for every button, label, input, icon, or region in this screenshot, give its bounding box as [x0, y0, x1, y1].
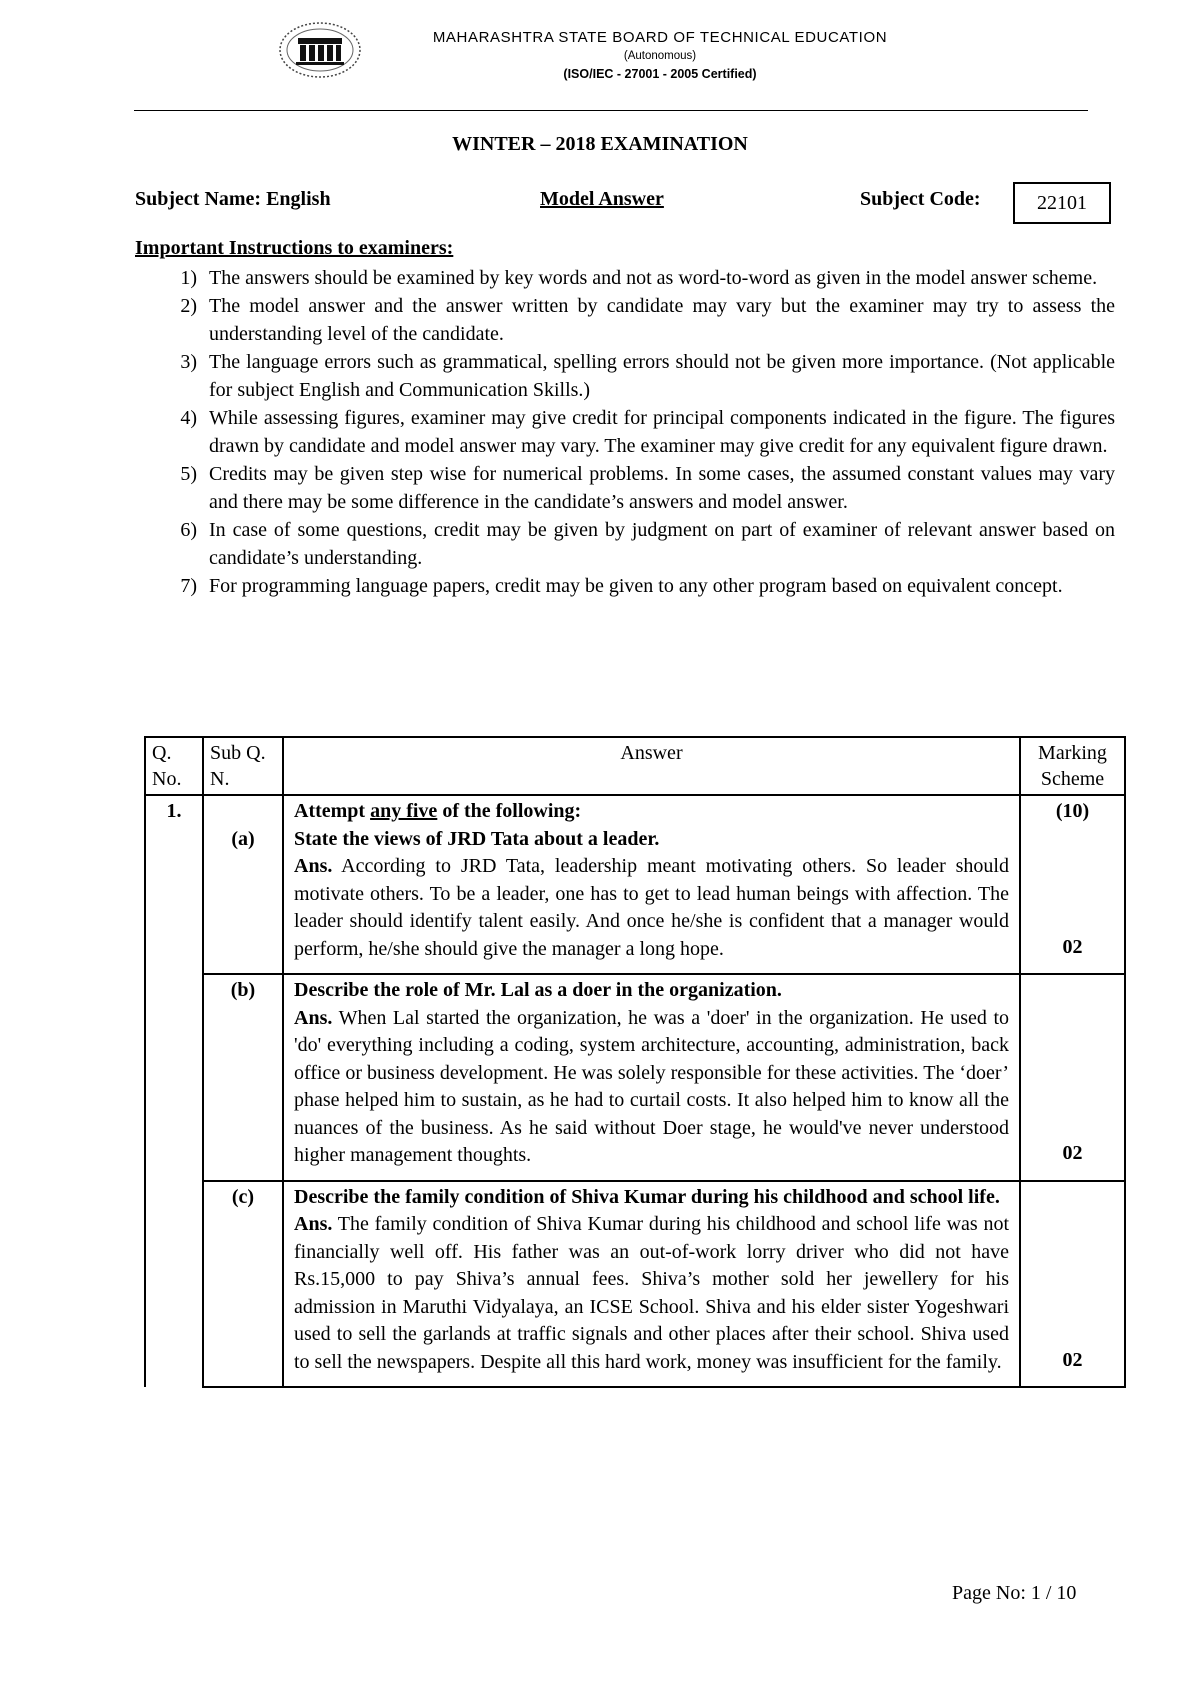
instruction-number: 4) [180, 407, 197, 429]
header-answer: Answer [283, 737, 1020, 795]
instruction-number: 2) [180, 295, 197, 317]
header-marking-scheme: Marking Scheme [1020, 737, 1125, 795]
answer-cell [283, 795, 1020, 974]
instruction-post: of the following: [437, 800, 582, 822]
question-text: Describe the family condition of Shiva Kumar during his childhood and school life. [294, 1185, 1000, 1208]
answer-body: According to JRD Tata, leadership meant motivating others. So leader should motivate others. To be a leader, one has to get to lead human beings with affection. The leader should identify talent easily. And once he/she is confident that a manager would perform, he/she should give the manager a long hope. [294, 855, 1009, 960]
subject-code-label: Subject Code: [860, 188, 981, 210]
marks-value: 02 [1062, 935, 1083, 958]
answer-cell [283, 1181, 1020, 1388]
instruction-item [135, 516, 1115, 572]
ans-label: Ans. [294, 855, 333, 877]
sub-question-label: (a) [231, 827, 255, 850]
certification-label: (ISO/IEC - 27001 - 2005 Certified) [563, 67, 757, 81]
answer-body: The family condition of Shiva Kumar during his childhood and school life was not financially well off. His father was an out-of-work lorry driver who did not have Rs.15,000 to pay Shiva’s annual fees. Shiva’s mother sold her jewellery for his admission in Maruthi Vidyalaya, an ICSE School. Shiva and his elder sister Yogeshwari used to sell the garlands at traffic signals and other places after their school. Shiva used to sell the newspapers. Despite all this hard work, money was insufficient for the family. [294, 1213, 1009, 1373]
subject-name: Subject Name: English [135, 188, 331, 210]
marks-cell [1020, 974, 1125, 1181]
ans-label: Ans. [294, 1213, 333, 1235]
board-name: MAHARASHTRA STATE BOARD OF TECHNICAL EDUCATION [432, 29, 888, 46]
msbte-logo [278, 20, 362, 80]
instruction-text: The language errors such as grammatical, spelling errors should not be given more importance. (Not applicable for subject English and Communication Skills.) [209, 351, 1115, 401]
instruction-item [135, 404, 1115, 460]
sub-question-cell [203, 974, 283, 1181]
instruction-text: For programming language papers, credit may be given to any other program based on equivalent concept. [209, 575, 1063, 597]
sub-question-cell [203, 1181, 283, 1388]
ans-label: Ans. [294, 1006, 333, 1029]
page-number: Page No: 1 / 10 [952, 1582, 1077, 1604]
question-number: 1. [166, 800, 182, 822]
instruction-pre: Attempt [294, 800, 371, 822]
sub-question-cell [203, 795, 283, 974]
instruction-number: 6) [180, 519, 197, 541]
instruction-text: The answers should be examined by key words and not as word-to-word as given in the model answer scheme. [209, 267, 1098, 289]
instruction-item [135, 572, 1115, 600]
autonomous-label: (Autonomous) [623, 50, 697, 62]
marks-value: 02 [1062, 1142, 1083, 1164]
header [380, 28, 940, 84]
instruction-number: 3) [180, 351, 197, 373]
question-text: Describe the role of Mr. Lal as a doer in the organization. [294, 979, 782, 1001]
marks-value: 02 [1062, 1348, 1083, 1371]
total-marks: (10) [1055, 800, 1090, 822]
instruction-item [135, 264, 1115, 292]
sub-question-label: (b) [230, 979, 256, 1001]
instruction-text: While assessing figures, examiner may give credit for principal components indicated in the figure. The figures drawn by candidate and model answer may vary. The examiner may give credit for any equivalent figure drawn. [209, 407, 1115, 457]
table-row [145, 795, 1125, 974]
header-q-no: Q. No. [145, 737, 203, 795]
answer-text [294, 1211, 1009, 1376]
marks-cell [1020, 795, 1125, 974]
subject-code-box: 22101 [1013, 182, 1111, 224]
instruction-item [135, 348, 1115, 404]
instructions-list [135, 264, 1115, 600]
instruction-line [294, 798, 1009, 826]
answer-body: When Lal started the organization, he was a 'doer' in the organization. He used to 'do' everything including a coding, system architecture, accounting, administration, back office or business development. He was solely responsible for these activities. The ‘doer’ phase helped him to sustain, as he had to curtail costs. It also helped him to know all the nuances of the business. As he said without Doer stage, he would've never understood higher management thoughts. [294, 1006, 1010, 1166]
answer-text [294, 853, 1009, 963]
answer-text [294, 1005, 1009, 1170]
header-divider [134, 110, 1088, 111]
instruction-underlined: any five [370, 800, 438, 822]
instruction-number: 7) [180, 575, 197, 597]
question-number-cell [145, 795, 203, 1387]
sub-question-label: (c) [231, 1185, 255, 1208]
answer-cell [283, 974, 1020, 1181]
answer-table [144, 736, 1126, 1388]
instruction-text: Credits may be given step wise for numerical problems. In some cases, the assumed constant values may vary and there may be some difference in the candidate’s answers and model answer. [209, 463, 1115, 513]
header-sub-qn: Sub Q. N. [203, 737, 283, 795]
instruction-text: The model answer and the answer written by candidate may vary but the examiner may try to assess the understanding level of the candidate. [209, 295, 1115, 345]
marks-cell [1020, 1181, 1125, 1388]
table-row [145, 974, 1125, 1181]
table-row [145, 1181, 1125, 1388]
instruction-item [135, 292, 1115, 348]
instruction-item [135, 460, 1115, 516]
instruction-number: 5) [180, 463, 197, 485]
exam-title: WINTER – 2018 EXAMINATION [452, 133, 748, 155]
model-answer-title: Model Answer [540, 188, 664, 210]
instruction-text: In case of some questions, credit may be given by judgment on part of examiner of relevant answer based on candidate’s understanding. [209, 519, 1115, 569]
instruction-number: 1) [180, 267, 197, 289]
table-header-row [145, 737, 1125, 795]
instructions-heading: Important Instructions to examiners: [135, 237, 454, 259]
question-text: State the views of JRD Tata about a leader. [294, 827, 660, 850]
